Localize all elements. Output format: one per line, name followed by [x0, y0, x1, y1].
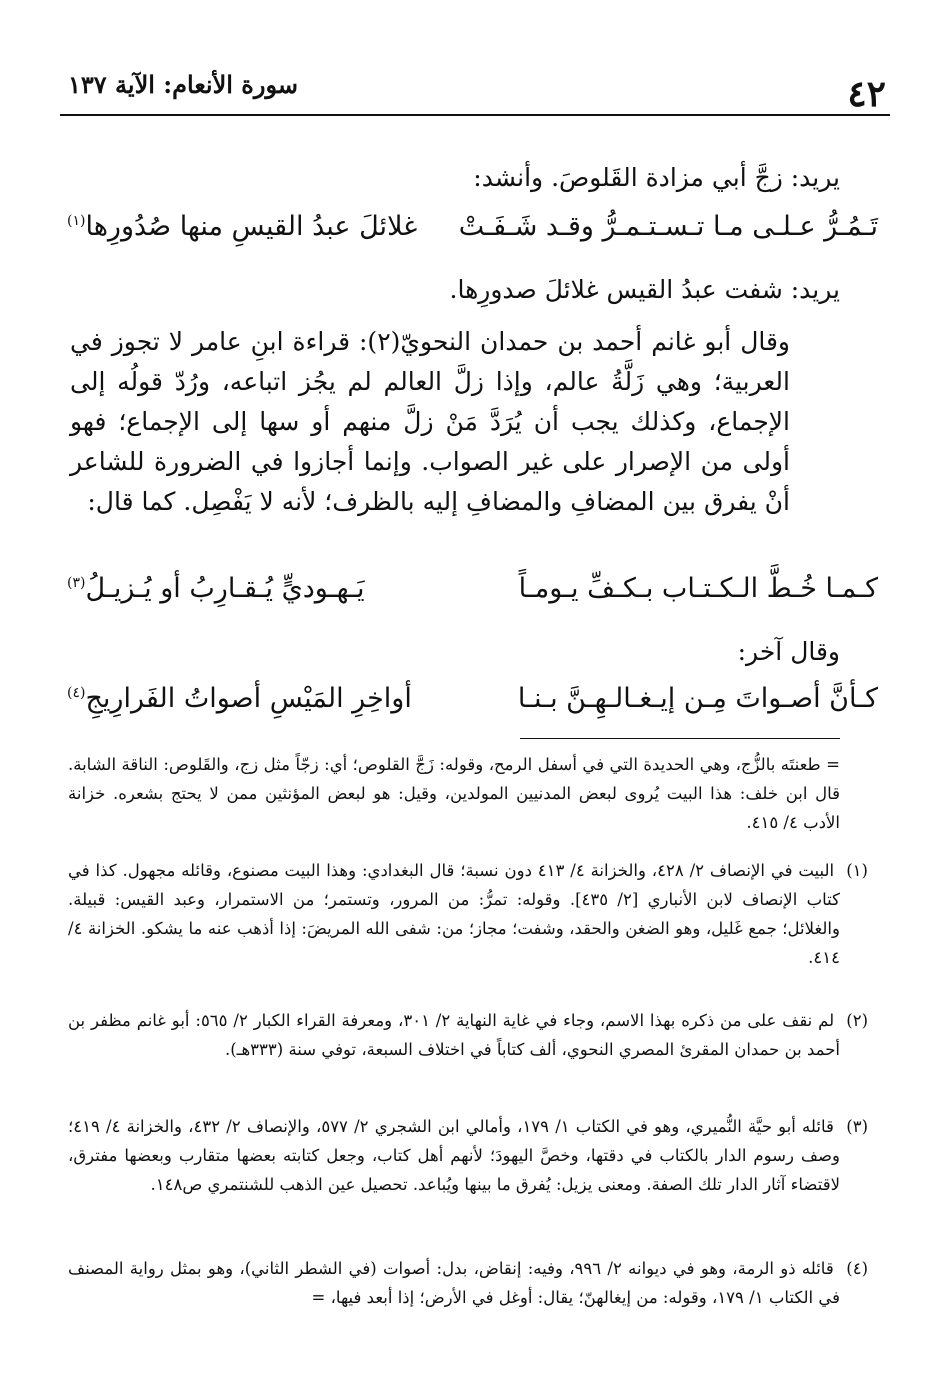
- footnote-1-number: (١): [846, 861, 868, 880]
- footnote-marker-4: (٤): [67, 685, 86, 701]
- footnote-marker-1: (١): [67, 213, 86, 229]
- verse-1-first-hemistich: تَـمُـرُّ عـلـى مـا تـسـتـمـرُّ وقـد شَـفَـتْ: [458, 211, 878, 242]
- page-number: ٤٢: [847, 73, 886, 115]
- verse-1: [67, 204, 878, 254]
- paragraph-1: يريد: زجَّ أبي مزادة القَلوصَ. وأنشد:: [473, 163, 840, 192]
- verse-3-second-hemistich: [67, 676, 412, 722]
- running-title: سورة الأنعام: الآية ١٣٧: [68, 70, 298, 99]
- paragraph-4: وقال آخر:: [737, 637, 840, 666]
- footnote-continuation: = طعنتَه بالزُّج، وهي الحديدة التي في أسفل الرمح، وقوله: زَجَّ القلوص؛ أي: زجّاً مثل زج، والقَلوص: الناقة الشابة. قال ابن خلف: هذا البيت يُروى لبعض المدنيين المولدين، وقيل: هو لبعض المؤنثين ممن لا يحتج بشعره. خزانة الأدب ٤/ ٤١٥.: [68, 755, 840, 832]
- footnote-1-text: البيت في الإنصاف ٢/ ٤٢٨، والخزانة ٤/ ٤١٣ دون نسبة؛ قال البغدادي: وهذا البيت مصنوع، وقائله مجهول. كذا في كتاب الإنصاف لابن الأنباري [٢/ ٤٣٥]. وقوله: تمرُّ: من المرور، وتستمر؛ من الاستمرار، وعبد القيس: قبيلة. والغلائل؛ جمع غَليل، وهو الضغن والحقد، وشفت؛ مجاز؛ من: شفى الله المريضَ: إذا أذهب عنه ما يشكو. الخزانة ٤/ ٤١٤.: [68, 861, 840, 967]
- verse-2-first-hemistich: كـمـا خُـطَّ الـكـتـاب بـكـفِّ يـومـاً: [518, 573, 878, 604]
- paragraph-3: وقال أبو غانم أحمد بن حمدان النحويّ(٢): قراءة ابنِ عامر لا تجوز في العربية؛ وهي زَلَّةُ عالم، وإذا زلَّ العالم لم يجُز اتباعه، ورُدّ قولُه إلى الإجماع، وكذلك يجب أن يُرَدَّ مَنْ زلَّ منهم أو سها إلى الإجماع؛ فهو أولى من الإصرار على غير الصواب. وإنما أجازوا في الضرورة للشاعر أنْ يفرق بين المضافِ والمضافِ إليه بالظرف؛ لأنه لا يَفْصِل. كما قال:: [70, 327, 790, 516]
- verse-3: [67, 676, 878, 726]
- footnote-3-number: (٣): [846, 1117, 869, 1136]
- footnote-3: [68, 1112, 869, 1199]
- header-rule: [60, 114, 890, 116]
- page-header: [60, 68, 890, 114]
- verse-1-text: غلائلَ عبدُ القيسِ منها صُدُورِها: [85, 211, 418, 242]
- footnote-4: [68, 1254, 868, 1312]
- footnote-1: [68, 856, 868, 972]
- paragraph-2: يريد: شفت عبدُ القيس غلائلَ صدورِها.: [449, 275, 840, 304]
- footnote-4-number: (٤): [846, 1259, 868, 1278]
- verse-3-text: أواخِرِ المَيْسِ أصواتُ الفَرارِيجِ: [85, 683, 412, 714]
- verse-2-text: يَـهـوديٍّ يُـقـارِبُ أو يُـزيـلُ: [85, 573, 365, 604]
- verse-1-second-hemistich: [67, 204, 417, 250]
- verse-2-second-hemistich: [67, 566, 365, 612]
- footnote-3-text: قائله أبو حيَّة النُّميري، وهو في الكتاب ١/ ١٧٩، وأمالي ابن الشجري ٢/ ٥٧٧، والإنصاف ٢/ ٤٣٢، والخزانة ٤/ ٤١٩؛ وصف رسوم الدار بالكتاب في دقتها، وخصَّ اليهودَ؛ لأنهم أهل كتاب، وجعل كتابته بعضها متقارب وبعضها مفترق، لاقتضاء آثار الدار تلك الصفة. ومعنى يزيل: يُفرق ما بينها ويُباعد. تحصيل عين الذهب للشنتمري ص١٤٨.: [68, 1117, 840, 1194]
- footnote-2: [68, 1006, 869, 1064]
- footnote-rule: [520, 738, 840, 739]
- verse-2: [67, 566, 878, 616]
- footnote-2-text: لم نقف على من ذكره بهذا الاسم، وجاء في غاية النهاية ٢/ ٣٠١، ومعرفة القراء الكبار ٢/ ٥٦٥: أبو غانم مظفر بن أحمد بن حمدان المقرئ المصري النحوي، ألف كتاباً في اختلاف السبعة، توفي سنة (٣٣٣هـ).: [68, 1011, 840, 1059]
- footnote-4-text: قائله ذو الرمة، وهو في ديوانه ٢/ ٩٩٦، وفيه: إنقاض، بدل: أصوات (في الشطر الثاني)، وهو بمثل رواية المصنف في الكتاب ١/ ١٧٩، وقوله: من إيغالهنّ؛ يقال: أوغل في الأرض؛ إذا أبعد فيها، =: [68, 1259, 840, 1307]
- footnote-2-number: (٢): [846, 1011, 869, 1030]
- verse-3-first-hemistich: كـأنَّ أصـواتَ مِـن إيـغـالـهِـنَّ بـنـا: [517, 683, 878, 714]
- footnote-marker-3: (٣): [67, 575, 86, 591]
